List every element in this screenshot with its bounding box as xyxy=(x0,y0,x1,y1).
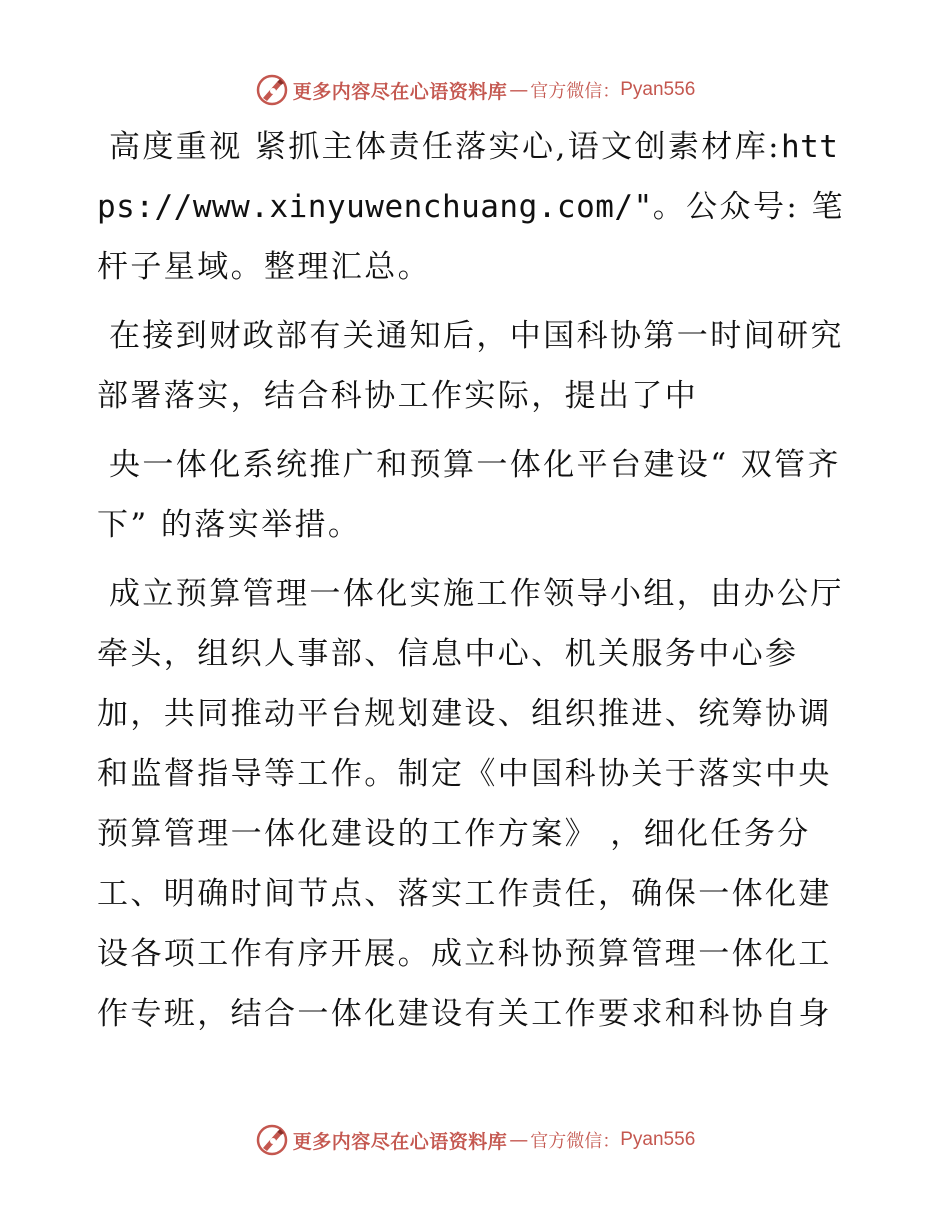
header-wechat-id: Pyan556 xyxy=(620,79,696,100)
footer-banner xyxy=(0,1120,950,1160)
footer-wechat-label: 官方微信： xyxy=(530,1131,621,1152)
header-banner-text: 更多内容尽在心语资料库 xyxy=(292,80,508,103)
footer-wechat-id: Pyan556 xyxy=(620,1129,696,1150)
paragraph-3: 央一体化系统推广和预算一体化平台建设“ 双管齐下” 的落实举措。 xyxy=(97,447,841,543)
pen-logo-icon xyxy=(255,73,289,107)
paragraph-4: 成立预算管理一体化实施工作领导小组，由办公厅牵头，组织人事部、信息中心、机关服务中心参加，共同推动平台规划建设、组织推进、统筹协调和监督指导等工作。制定《中国科协关于落实中央预算管理一体化建设的工作方案》 ，细化任务分工、明确时间节点、落实工作责任，确保一体化建设各项工作有序开展。成立科协预算管理一体化工作专班，结合一体化建设有关工作要求和科协自身 xyxy=(97,576,844,1032)
header-banner xyxy=(0,70,950,110)
pen-logo-icon xyxy=(255,1123,289,1157)
paragraph-1-tail: 。公众号: 笔杆子星域。整理汇总。 xyxy=(97,189,845,285)
paragraph-1 xyxy=(97,117,857,297)
paragraph-2: 在接到财政部有关通知后，中国科协第一时间研究部署落实，结合科协工作实际，提出了中 xyxy=(97,318,844,414)
paragraph-1-text: 高度重视 紧抓主体责任落实心,语文创素材库: xyxy=(109,129,781,165)
footer-banner-text: 更多内容尽在心语资料库 xyxy=(292,1130,508,1153)
header-wechat-label: 官方微信： xyxy=(530,81,621,102)
document-body xyxy=(97,117,857,1053)
header-separator: — xyxy=(509,79,529,101)
footer-separator: — xyxy=(509,1129,529,1151)
paragraph-1-url: https://www.xinyuwenchuang.com/" xyxy=(97,129,839,225)
